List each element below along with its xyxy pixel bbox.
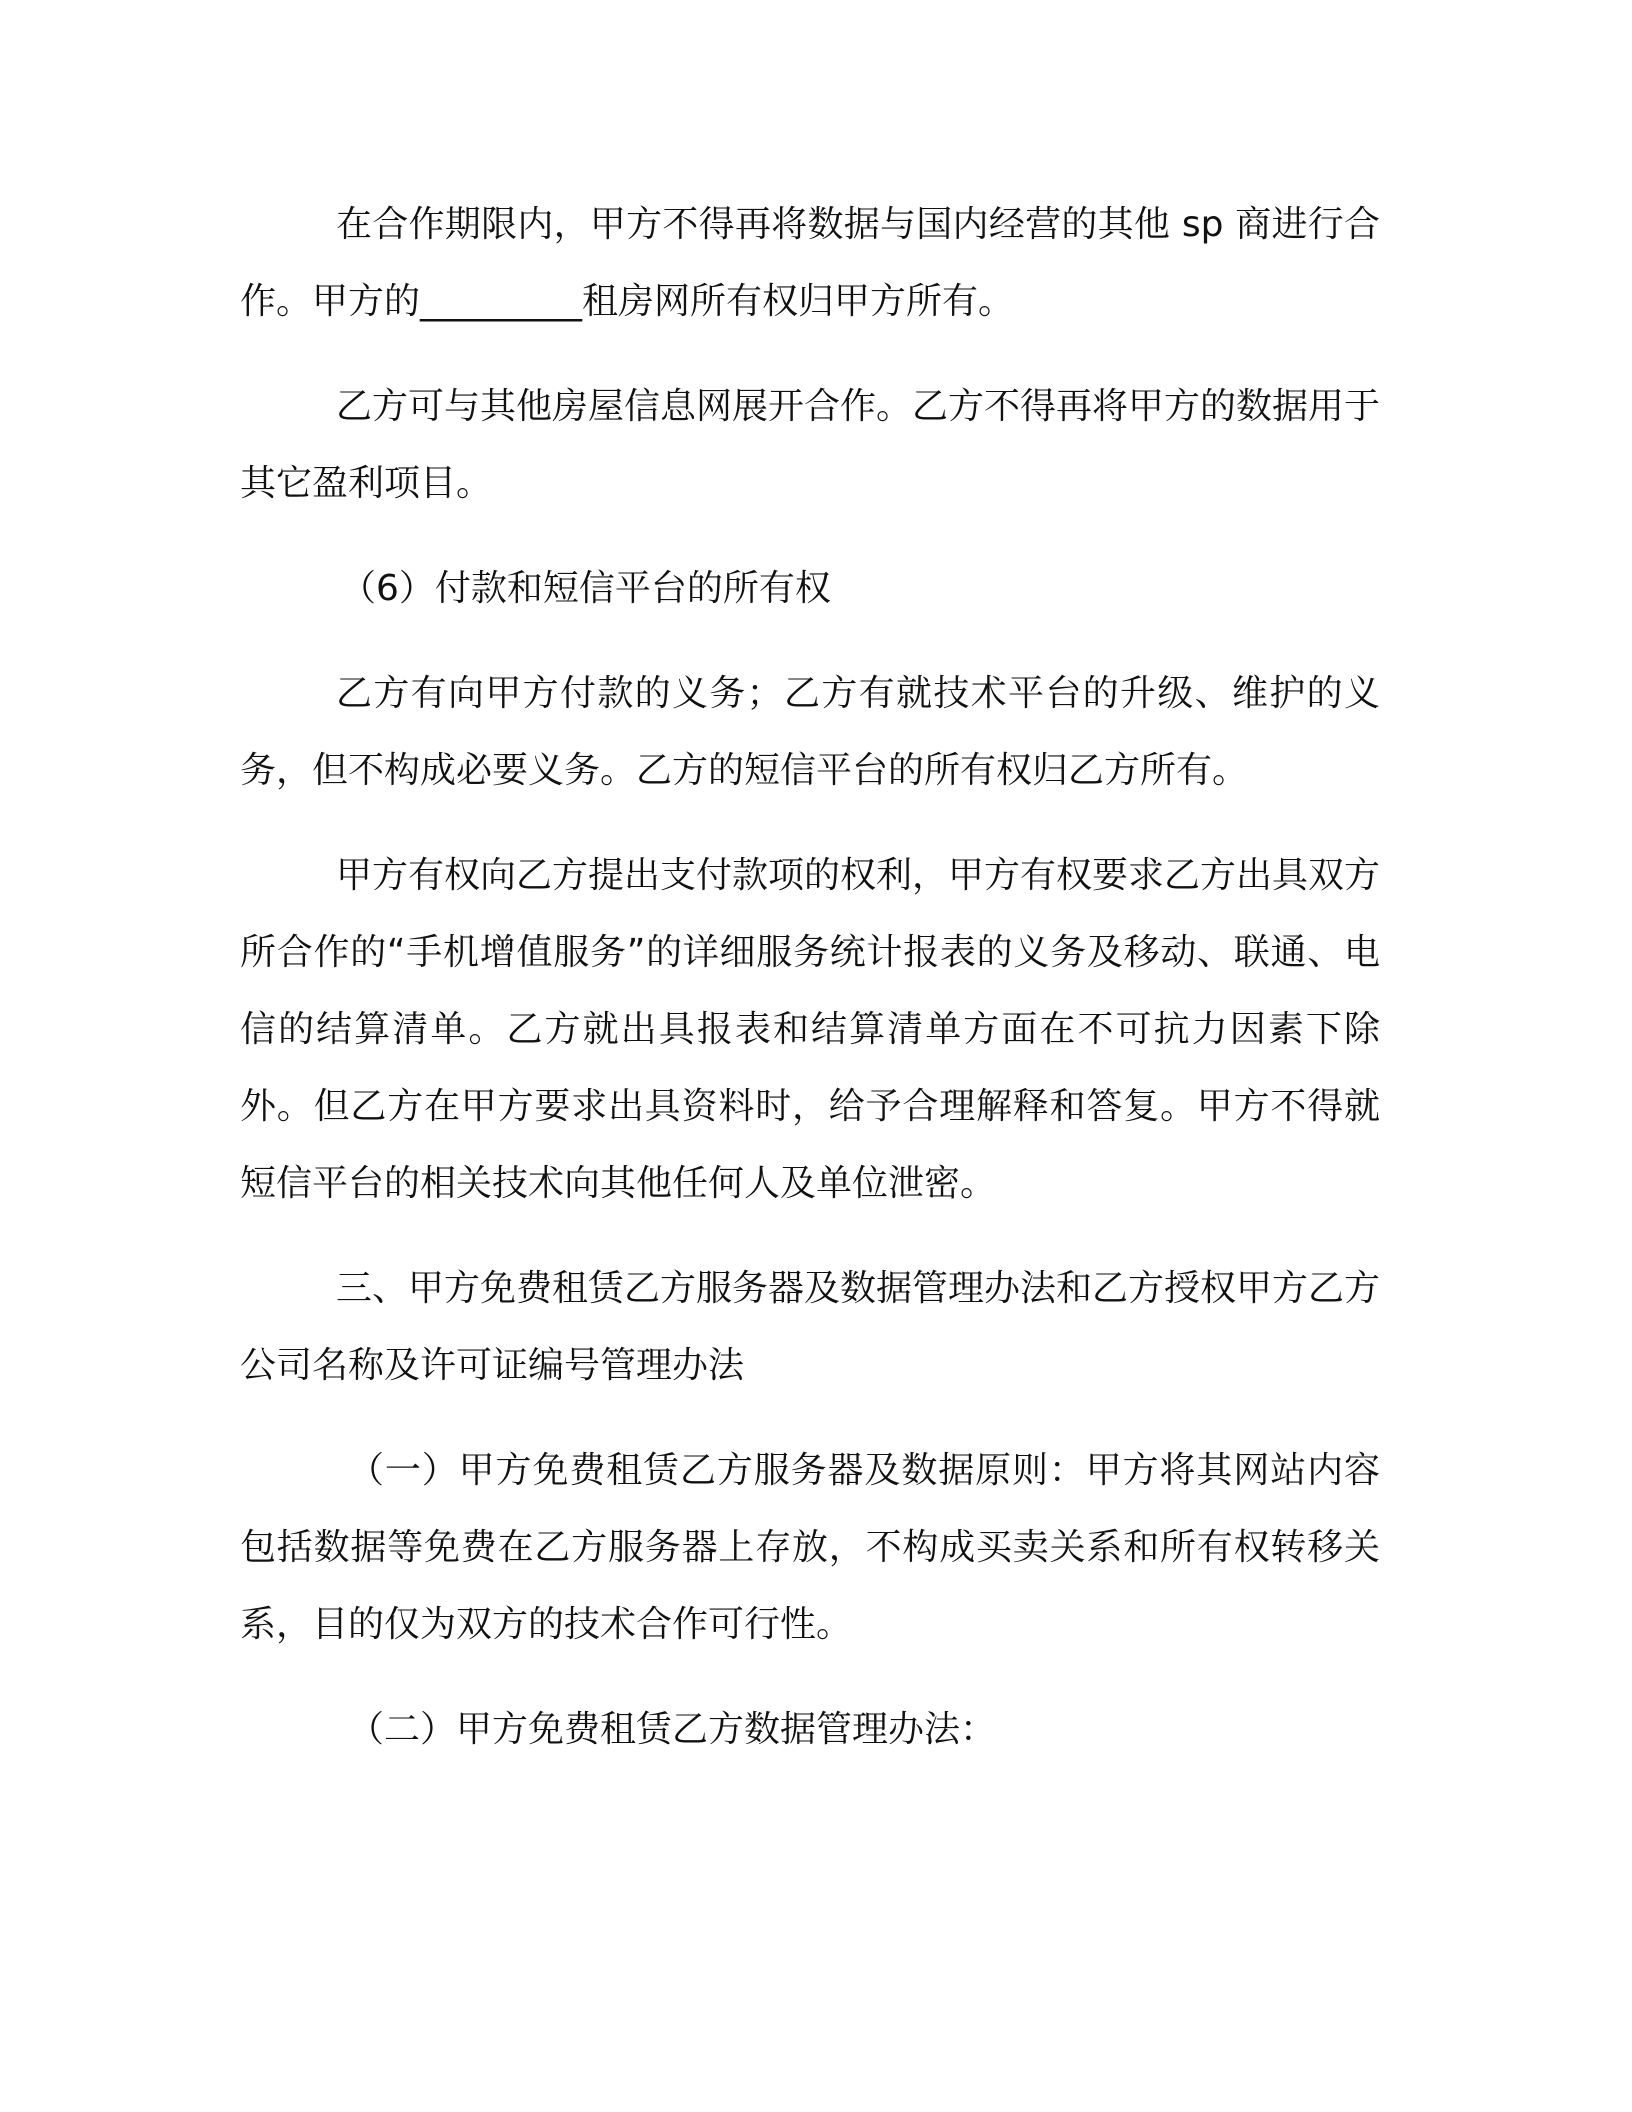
paragraph-payment-duty: 乙方有向甲方付款的义务；乙方有就技术平台的升级、维护的义务，但不构成必要义务。乙方的短信平台的所有权归乙方所有。 xyxy=(240,673,1380,791)
document-body xyxy=(240,186,1380,1768)
paragraph-other-cooperation: 乙方可与其他房屋信息网展开合作。乙方不得再将甲方的数据用于其它盈利项目。 xyxy=(240,386,1381,504)
paragraph-cooperation-term: 在合作期限内，甲方不得再将数据与国内经营的其他 sp 商进行合作。甲方的_________租房网所有权归甲方所有。 xyxy=(240,204,1380,322)
paragraph-data-management: （二）甲方免费租赁乙方数据管理办法： xyxy=(348,1709,997,1750)
section-heading-payment-ownership: （6）付款和短信平台的所有权 xyxy=(340,568,831,609)
paragraph-server-lease-principle: （一）甲方免费租赁乙方服务器及数据原则：甲方将其网站内容包括数据等免费在乙方服务器上存放，不构成买卖关系和所有权转移关系，目的仅为双方的技术合作可行性。 xyxy=(240,1450,1380,1645)
section-heading-server-lease: 三、甲方免费租赁乙方服务器及数据管理办法和乙方授权甲方乙方公司名称及许可证编号管理办法 xyxy=(240,1268,1381,1386)
paragraph-payment-rights: 甲方有权向乙方提出支付款项的权利，甲方有权要求乙方出具双方所合作的“手机增值服务”的详细服务统计报表的义务及移动、联通、电信的结算清单。乙方就出具报表和结算清单方面在不可抗力因素下除外。但乙方在甲方要求出具资料时，给予合理解释和答复。甲方不得就短信平台的相关技术向其他任何人及单位泄密。 xyxy=(240,855,1381,1204)
